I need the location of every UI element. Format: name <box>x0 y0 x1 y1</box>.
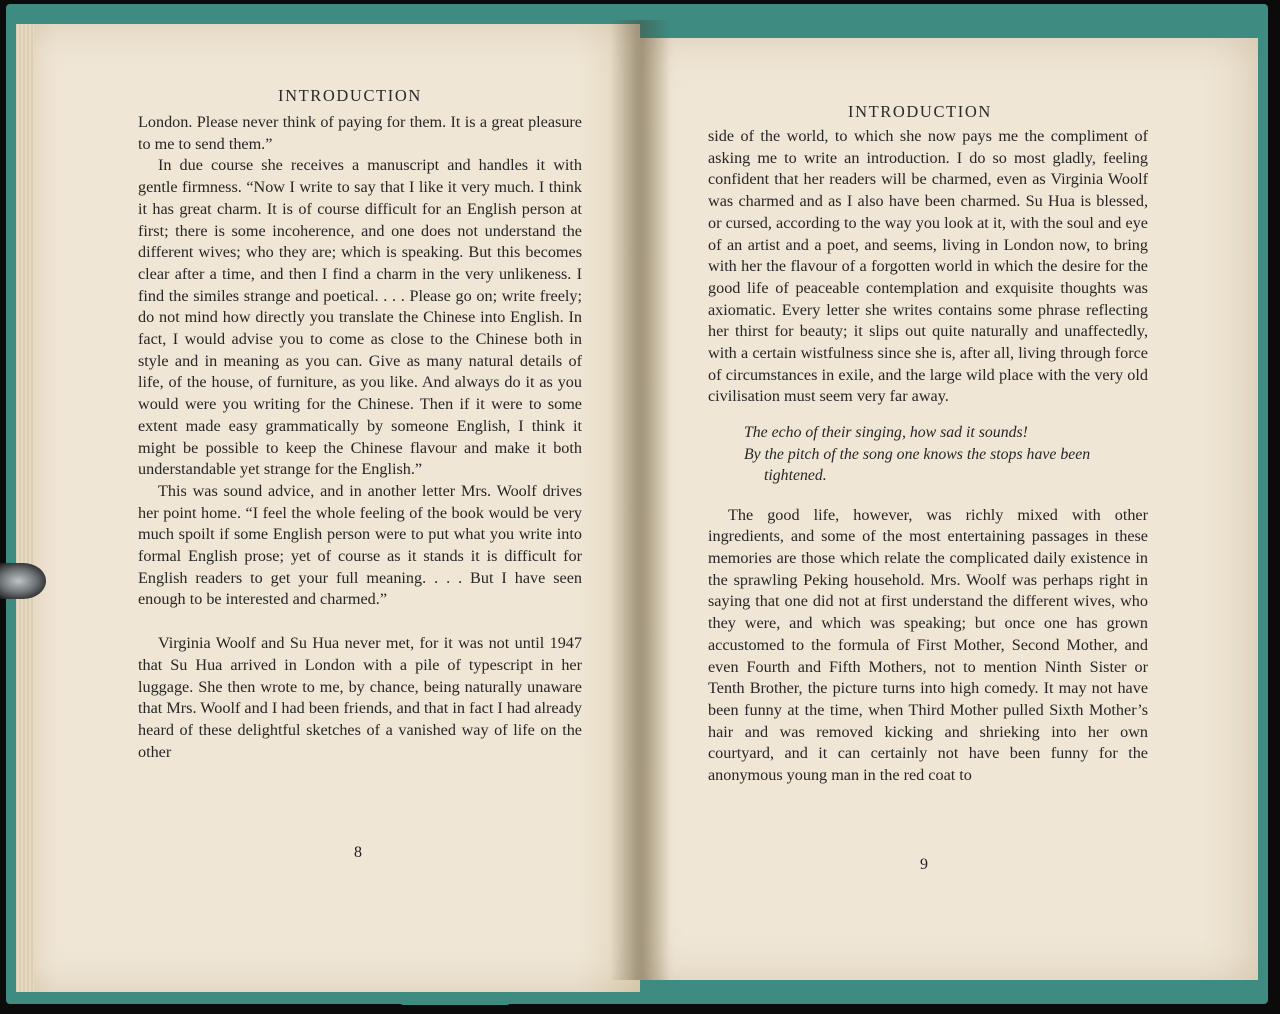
cover-tear <box>400 995 510 1005</box>
left-paragraph-4: Virginia Woolf and Su Hua never met, for it was not until 1947 that Su Hua arrived in London with a pile of typescript in her luggage. She then wrote to me, by chance, being naturally unaware that Mrs. Woolf and I had been friends, and that in fact I had already heard of these delightful sketches of a vanished way of life on the other <box>138 634 582 761</box>
left-paragraph-3: This was sound advice, and in another letter Mrs. Woolf drives her point home. “I feel the whole feeling of the book would be very much spoilt if some English person were to put what you write into formal English prose; yet of course as it stands it is difficult for English readers to get your full meaning. . . . But I have seen enough to be interested and charmed.” <box>138 481 582 609</box>
right-paragraph-1: side of the world, to which she now pays me the compliment of asking me to write an introduction. I do so most gladly, feeling confident that her readers will be charmed, even as Virginia Woolf was charmed and as I also have been charmed. Su Hua is blessed, or cursed, according to the way you look at it, with the soul and eye of an artist and a poet, and seems, living in London now, to bring with her the flavour of a forgotten world in which the desire for the good life of peaceable contemplation and exquisite thoughts was axiomatic. Every letter she writes contains some phrase reflecting her thirst for beauty; it slips out quite naturally and unaffectedly, with a certain wistfulness since she is, after all, living through force of circumstances in exile, and the large wild place with the very old civilisation must seem very far away. <box>708 127 1148 406</box>
left-paragraph-2: In due course she receives a manuscript and handles it with gentle firmness. “Now I write to say that I like it very much. I think it has great charm. It is of course difficult for an English person at first; there is some incoherence, and one does not understand the different wives; who they are; which is speaking. But this becomes clear after a time, and then I find a charm in the very unlikeness. I find the similes strange and poetical. . . . Please go on; write freely; do not mind how directly you translate the Chinese into English. In fact, I would advise you to come as close to the Chinese both in style and in meaning as you can. Give as many natural details of life, of the house, of furniture, as you like. And always do it as you would were you writing for the Chinese. Then if it were to some extent made easy grammatically by someone English, I think it might be possible to keep the Chinese flavour and make it both understandable yet strange for the English.” <box>138 156 582 479</box>
right-running-head: INTRODUCTION <box>848 102 992 121</box>
right-page-number: 9 <box>920 856 928 873</box>
right-page <box>640 38 1258 980</box>
right-paragraph-2: The good life, however, was richly mixed with other ingredients, and some of the most entertaining passages in these memories are those which relate the complicated daily existence in the sprawling Peking household. Mrs. Woolf was perhaps right in saying that one did not at first understand the different wives, who they were, and which was speaking; but once one has grown accustomed to the formula of First Mother, Second Mother, and even Fourth and Fifth Mothers, not to mention Ninth Sister or Tenth Brother, the picture turns into high comedy. It may not have been funny at the time, when Third Mother pulled Sixth Mother’s hair and was removed kicking and shrieking into her own courtyard, and it can certainly not have been funny for the anonymous young man in the red coat to <box>708 505 1148 785</box>
right-page-text <box>708 126 1148 787</box>
left-page-number: 8 <box>354 844 362 861</box>
left-page-text <box>138 112 582 763</box>
left-page <box>16 24 640 992</box>
verse-line-1: The echo of their singing, how sad it sounds! <box>744 424 1028 442</box>
left-running-head: INTRODUCTION <box>278 86 422 105</box>
page-clip <box>0 563 46 599</box>
left-paragraph-1: London. Please never think of paying for them. It is a great pleasure to me to send them.” <box>138 113 582 153</box>
verse-line-3: tightened. <box>764 467 827 485</box>
verse-quote <box>708 422 1148 487</box>
verse-line-2: By the pitch of the song one knows the stops have been <box>744 445 1091 463</box>
